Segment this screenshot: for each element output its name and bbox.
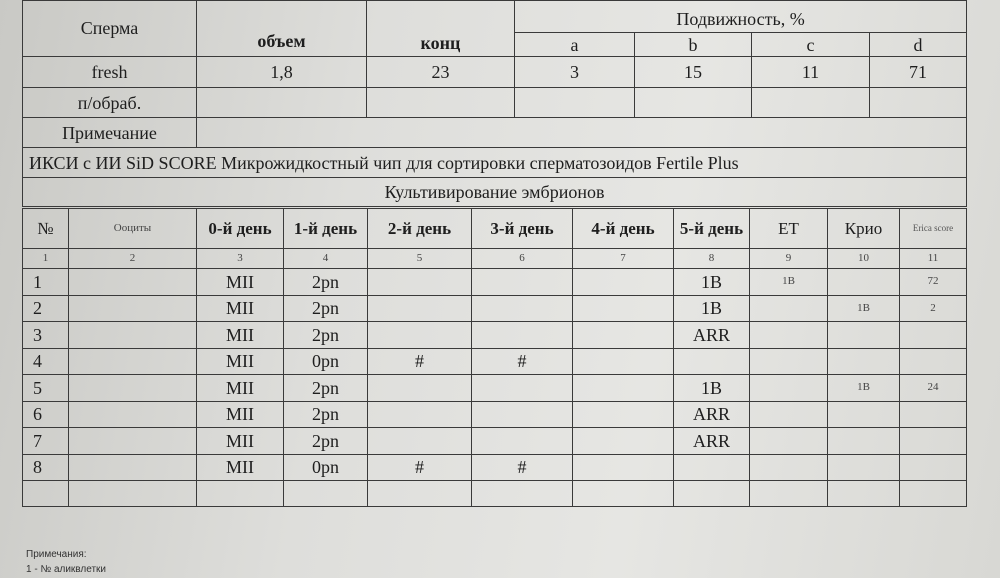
cell-day5 bbox=[674, 454, 750, 481]
cell-day3 bbox=[472, 401, 573, 428]
cell-empty bbox=[23, 481, 69, 507]
embryo-row bbox=[23, 322, 967, 349]
cell-et bbox=[750, 322, 828, 349]
cell-day5: ARR bbox=[674, 401, 750, 428]
cell-oocytes bbox=[69, 375, 197, 402]
cell-day2 bbox=[368, 428, 472, 455]
cell-day3 bbox=[472, 375, 573, 402]
cell-day4 bbox=[573, 269, 674, 296]
cell-number: 1 bbox=[23, 269, 69, 296]
volume-value bbox=[197, 88, 367, 118]
cell-empty bbox=[573, 481, 674, 507]
column-number: 5 bbox=[368, 249, 472, 269]
cell-et: 1B bbox=[750, 269, 828, 296]
cell-day3: # bbox=[472, 454, 573, 481]
embryo-row bbox=[23, 348, 967, 375]
motility-col-b: b bbox=[635, 33, 752, 57]
cell-empty bbox=[197, 481, 284, 507]
cell-day2 bbox=[368, 269, 472, 296]
cell-number: 2 bbox=[23, 295, 69, 322]
cell-erica-score bbox=[900, 454, 967, 481]
cell-empty bbox=[750, 481, 828, 507]
motility-b-value: 15 bbox=[635, 57, 752, 88]
cell-et bbox=[750, 375, 828, 402]
cell-day4 bbox=[573, 428, 674, 455]
cell-day0: MII bbox=[197, 375, 284, 402]
cell-erica-score: 72 bbox=[900, 269, 967, 296]
cell-day0: MII bbox=[197, 401, 284, 428]
cell-day0: MII bbox=[197, 322, 284, 349]
cell-et bbox=[750, 401, 828, 428]
cell-cryo bbox=[828, 348, 900, 375]
semen-row-processed bbox=[23, 88, 967, 118]
motility-d-value bbox=[870, 88, 967, 118]
cell-empty bbox=[674, 481, 750, 507]
embryo-row bbox=[23, 401, 967, 428]
cell-number: 7 bbox=[23, 428, 69, 455]
cell-day0: MII bbox=[197, 269, 284, 296]
conc-value: 23 bbox=[367, 57, 515, 88]
cell-number: 3 bbox=[23, 322, 69, 349]
cell-day0: MII bbox=[197, 348, 284, 375]
cell-erica-score: 2 bbox=[900, 295, 967, 322]
header-day5: 5-й день bbox=[674, 209, 750, 249]
cell-day2 bbox=[368, 295, 472, 322]
cell-day1: 2pn bbox=[284, 269, 368, 296]
cell-day1: 0pn bbox=[284, 454, 368, 481]
procedure-line: ИКСИ с ИИ SiD SCORE Микрожидкостный чип для сортировки сперматозоидов Fertile Plus bbox=[23, 148, 967, 178]
column-number: 7 bbox=[573, 249, 674, 269]
cell-day4 bbox=[573, 295, 674, 322]
cell-day5 bbox=[674, 348, 750, 375]
cell-et bbox=[750, 454, 828, 481]
cell-oocytes bbox=[69, 401, 197, 428]
embryo-row-empty bbox=[23, 481, 967, 507]
cell-empty bbox=[284, 481, 368, 507]
motility-col-d: d bbox=[870, 33, 967, 57]
cell-day2 bbox=[368, 322, 472, 349]
cell-day1: 2pn bbox=[284, 322, 368, 349]
cell-day2 bbox=[368, 401, 472, 428]
cell-day4 bbox=[573, 375, 674, 402]
cell-number: 5 bbox=[23, 375, 69, 402]
cell-day4 bbox=[573, 348, 674, 375]
cell-day5: 1B bbox=[674, 295, 750, 322]
cell-oocytes bbox=[69, 295, 197, 322]
note-value bbox=[197, 118, 967, 148]
cell-day5: ARR bbox=[674, 322, 750, 349]
cell-oocytes bbox=[69, 269, 197, 296]
cell-empty bbox=[368, 481, 472, 507]
column-number: 3 bbox=[197, 249, 284, 269]
motility-col-a: a bbox=[515, 33, 635, 57]
cell-et bbox=[750, 348, 828, 375]
cell-day0: MII bbox=[197, 428, 284, 455]
cell-day3: # bbox=[472, 348, 573, 375]
cell-et bbox=[750, 295, 828, 322]
cell-erica-score bbox=[900, 428, 967, 455]
header-number: № bbox=[23, 209, 69, 249]
motility-col-c: c bbox=[752, 33, 870, 57]
header-day3: 3-й день bbox=[472, 209, 573, 249]
column-number: 8 bbox=[674, 249, 750, 269]
motility-d-value: 71 bbox=[870, 57, 967, 88]
cell-cryo bbox=[828, 269, 900, 296]
cultivation-title: Культивирование эмбрионов bbox=[23, 178, 967, 207]
conc-header: конц bbox=[367, 1, 515, 57]
cell-day5: 1B bbox=[674, 269, 750, 296]
cell-day1: 2pn bbox=[284, 401, 368, 428]
column-number: 4 bbox=[284, 249, 368, 269]
header-day1: 1-й день bbox=[284, 209, 368, 249]
embryo-row bbox=[23, 375, 967, 402]
cell-number: 4 bbox=[23, 348, 69, 375]
cell-day4 bbox=[573, 401, 674, 428]
cell-oocytes bbox=[69, 322, 197, 349]
header-day2: 2-й день bbox=[368, 209, 472, 249]
cell-et bbox=[750, 428, 828, 455]
semen-label: Сперма bbox=[23, 1, 197, 57]
embryo-row bbox=[23, 295, 967, 322]
cell-cryo bbox=[828, 401, 900, 428]
cell-cryo bbox=[828, 428, 900, 455]
motility-a-value: 3 bbox=[515, 57, 635, 88]
motility-c-value: 11 bbox=[752, 57, 870, 88]
header-cryo: Крио bbox=[828, 209, 900, 249]
cell-day1: 0pn bbox=[284, 348, 368, 375]
semen-row-fresh bbox=[23, 57, 967, 88]
footer-notes bbox=[26, 547, 106, 577]
cell-day5: ARR bbox=[674, 428, 750, 455]
column-number: 9 bbox=[750, 249, 828, 269]
motility-b-value bbox=[635, 88, 752, 118]
cell-day2: # bbox=[368, 454, 472, 481]
embryo-row bbox=[23, 454, 967, 481]
cell-erica-score: 24 bbox=[900, 375, 967, 402]
cell-oocytes bbox=[69, 454, 197, 481]
cell-erica-score bbox=[900, 322, 967, 349]
embryo-row bbox=[23, 428, 967, 455]
cell-day4 bbox=[573, 322, 674, 349]
cell-day1: 2pn bbox=[284, 295, 368, 322]
column-numbering-row bbox=[23, 249, 967, 269]
column-number: 6 bbox=[472, 249, 573, 269]
cell-cryo bbox=[828, 322, 900, 349]
cell-empty bbox=[900, 481, 967, 507]
row-label: fresh bbox=[23, 57, 197, 88]
conc-value bbox=[367, 88, 515, 118]
notes-title: Примечания: bbox=[26, 549, 87, 560]
column-number: 2 bbox=[69, 249, 197, 269]
cell-empty bbox=[69, 481, 197, 507]
cell-day5: 1B bbox=[674, 375, 750, 402]
cell-day1: 2pn bbox=[284, 375, 368, 402]
cell-day3 bbox=[472, 322, 573, 349]
cell-cryo: 1B bbox=[828, 295, 900, 322]
volume-value: 1,8 bbox=[197, 57, 367, 88]
notes-item: 1 - № аликвлетки bbox=[26, 564, 106, 575]
cell-empty bbox=[472, 481, 573, 507]
cell-erica-score bbox=[900, 401, 967, 428]
cell-day2: # bbox=[368, 348, 472, 375]
cell-day3 bbox=[472, 269, 573, 296]
motility-c-value bbox=[752, 88, 870, 118]
semen-table bbox=[22, 0, 967, 207]
cell-day4 bbox=[573, 454, 674, 481]
cell-oocytes bbox=[69, 348, 197, 375]
cell-day0: MII bbox=[197, 454, 284, 481]
motility-a-value bbox=[515, 88, 635, 118]
column-number: 11 bbox=[900, 249, 967, 269]
column-number: 10 bbox=[828, 249, 900, 269]
cell-erica-score bbox=[900, 348, 967, 375]
cell-day3 bbox=[472, 428, 573, 455]
embryo-header-row bbox=[23, 209, 967, 249]
cell-number: 6 bbox=[23, 401, 69, 428]
header-erica-score: Erica score bbox=[900, 209, 967, 249]
cell-empty bbox=[828, 481, 900, 507]
cell-day2 bbox=[368, 375, 472, 402]
header-et: ET bbox=[750, 209, 828, 249]
header-day0: 0-й день bbox=[197, 209, 284, 249]
cell-cryo bbox=[828, 454, 900, 481]
header-oocytes: Ооциты bbox=[69, 209, 197, 249]
header-day4: 4-й день bbox=[573, 209, 674, 249]
column-number: 1 bbox=[23, 249, 69, 269]
row-label: п/обраб. bbox=[23, 88, 197, 118]
motility-header: Подвижность, % bbox=[515, 1, 967, 33]
cell-cryo: 1B bbox=[828, 375, 900, 402]
embryo-table bbox=[22, 208, 967, 507]
cell-number: 8 bbox=[23, 454, 69, 481]
cell-day1: 2pn bbox=[284, 428, 368, 455]
cell-day0: MII bbox=[197, 295, 284, 322]
cell-oocytes bbox=[69, 428, 197, 455]
cell-day3 bbox=[472, 295, 573, 322]
volume-header: объем bbox=[197, 1, 367, 57]
note-label: Примечание bbox=[23, 118, 197, 148]
embryo-row bbox=[23, 269, 967, 296]
